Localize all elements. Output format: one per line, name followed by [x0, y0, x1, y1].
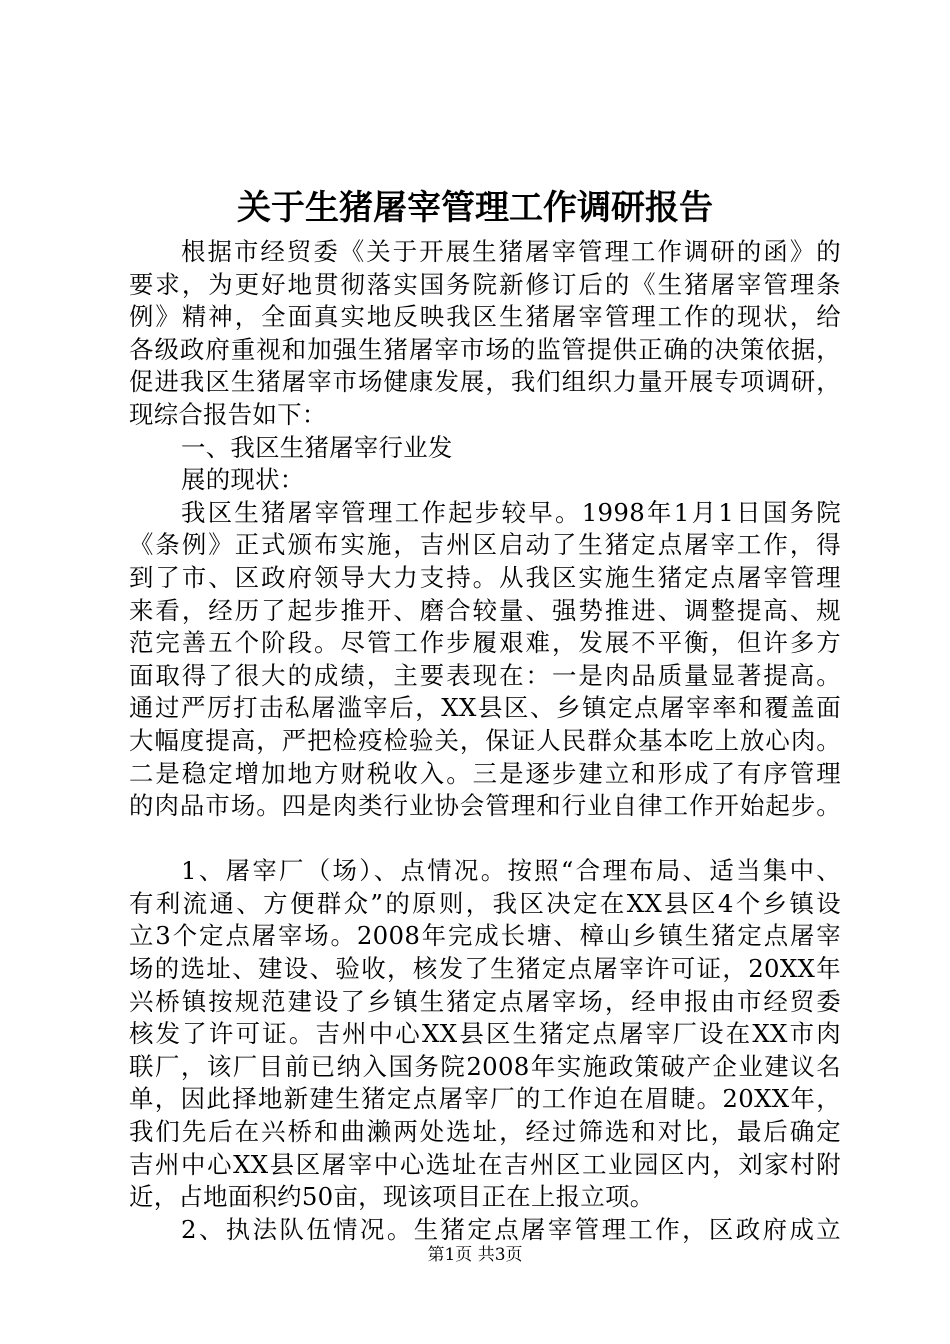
- section-heading-line: 一、我区生猪屠宰行业发: [181, 432, 453, 462]
- paragraph-line: 近，占地面积约50亩，现该项目正在上报立项。: [129, 1182, 655, 1212]
- page-footer: 第1页 共3页: [427, 1245, 523, 1265]
- paragraph-line: 各级政府重视和加强生猪屠宰市场的监管提供正确的决策依据，: [129, 334, 841, 364]
- paragraph-line: 我区生猪屠宰管理工作起步较早。1998年1月1日国务院: [181, 497, 841, 527]
- paragraph-line: 有利流通、方便群众”的原则，我区决定在XX县区4个乡镇设: [129, 888, 841, 918]
- paragraph-line: 兴桥镇按规范建设了乡镇生猪定点屠宰场，经申报由市经贸委: [129, 986, 841, 1016]
- paragraph-line: 吉州中心XX县区屠宰中心选址在吉州区工业园区内，刘家村附: [129, 1149, 841, 1179]
- paragraph-line: 通过严厉打击私屠滥宰后，XX县区、乡镇定点屠宰率和覆盖面: [129, 693, 841, 723]
- paragraph-gap: [129, 823, 841, 856]
- paragraph-line: 来看，经历了起步推开、磨合较量、强势推进、调整提高、规: [129, 595, 841, 625]
- document-body: [129, 236, 841, 1246]
- paragraph-line: 到了市、区政府领导大力支持。从我区实施生猪定点屠宰管理: [129, 562, 841, 592]
- paragraph-line: 要求，为更好地贯彻落实国务院新修订后的《生猪屠宰管理条: [129, 269, 841, 299]
- paragraph-line: 单，因此择地新建生猪定点屠宰厂的工作迫在眉睫。20XX年，: [129, 1084, 841, 1114]
- paragraph-line: 联厂，该厂目前已纳入国务院2008年实施政策破产企业建议名: [129, 1051, 841, 1081]
- paragraph-line: 根据市经贸委《关于开展生猪屠宰管理工作调研的函》的: [181, 237, 841, 266]
- paragraph-line: 大幅度提高，严把检疫检验关，保证人民群众基本吃上放心肉。: [129, 725, 841, 755]
- paragraph-line: 现综合报告如下：: [129, 399, 327, 429]
- paragraph-line: 促进我区生猪屠宰市场健康发展，我们组织力量开展专项调研，: [129, 367, 841, 397]
- paragraph-line: 场的选址、建设、验收，核发了生猪定点屠宰许可证，20XX年: [129, 954, 841, 984]
- paragraph-line: 我们先后在兴桥和曲濑两处选址，经过筛选和对比，最后确定: [129, 1117, 841, 1147]
- paragraph-line: 二是稳定增加地方财税收入。三是逐步建立和形成了有序管理: [129, 758, 841, 788]
- paragraph-line: 立3个定点屠宰场。2008年完成长塘、樟山乡镇生猪定点屠宰: [129, 921, 841, 951]
- paragraph-line: 1、屠宰厂（场）、点情况。按照“合理布局、适当集中、: [181, 856, 841, 886]
- paragraph-line: 例》精神，全面真实地反映我区生猪屠宰管理工作的现状，给: [129, 302, 841, 332]
- paragraph-line: 范完善五个阶段。尽管工作步履艰难，发展不平衡，但许多方: [129, 628, 841, 658]
- paragraph-line: 面取得了很大的成绩，主要表现在：一是肉品质量显著提高。: [129, 660, 841, 690]
- paragraph-line: 2、执法队伍情况。生猪定点屠宰管理工作，区政府成立: [181, 1214, 841, 1244]
- paragraph-line: 的肉品市场。四是肉类行业协会管理和行业自律工作开始起步。: [129, 791, 841, 821]
- document-title: 关于生猪屠宰管理工作调研报告: [237, 188, 713, 228]
- paragraph-line: 核发了许可证。吉州中心XX县区生猪定点屠宰厂设在XX市肉: [129, 1019, 841, 1049]
- section-heading-line: 展的现状：: [181, 465, 305, 495]
- paragraph-line: 《条例》正式颁布实施，吉州区启动了生猪定点屠宰工作，得: [129, 530, 841, 560]
